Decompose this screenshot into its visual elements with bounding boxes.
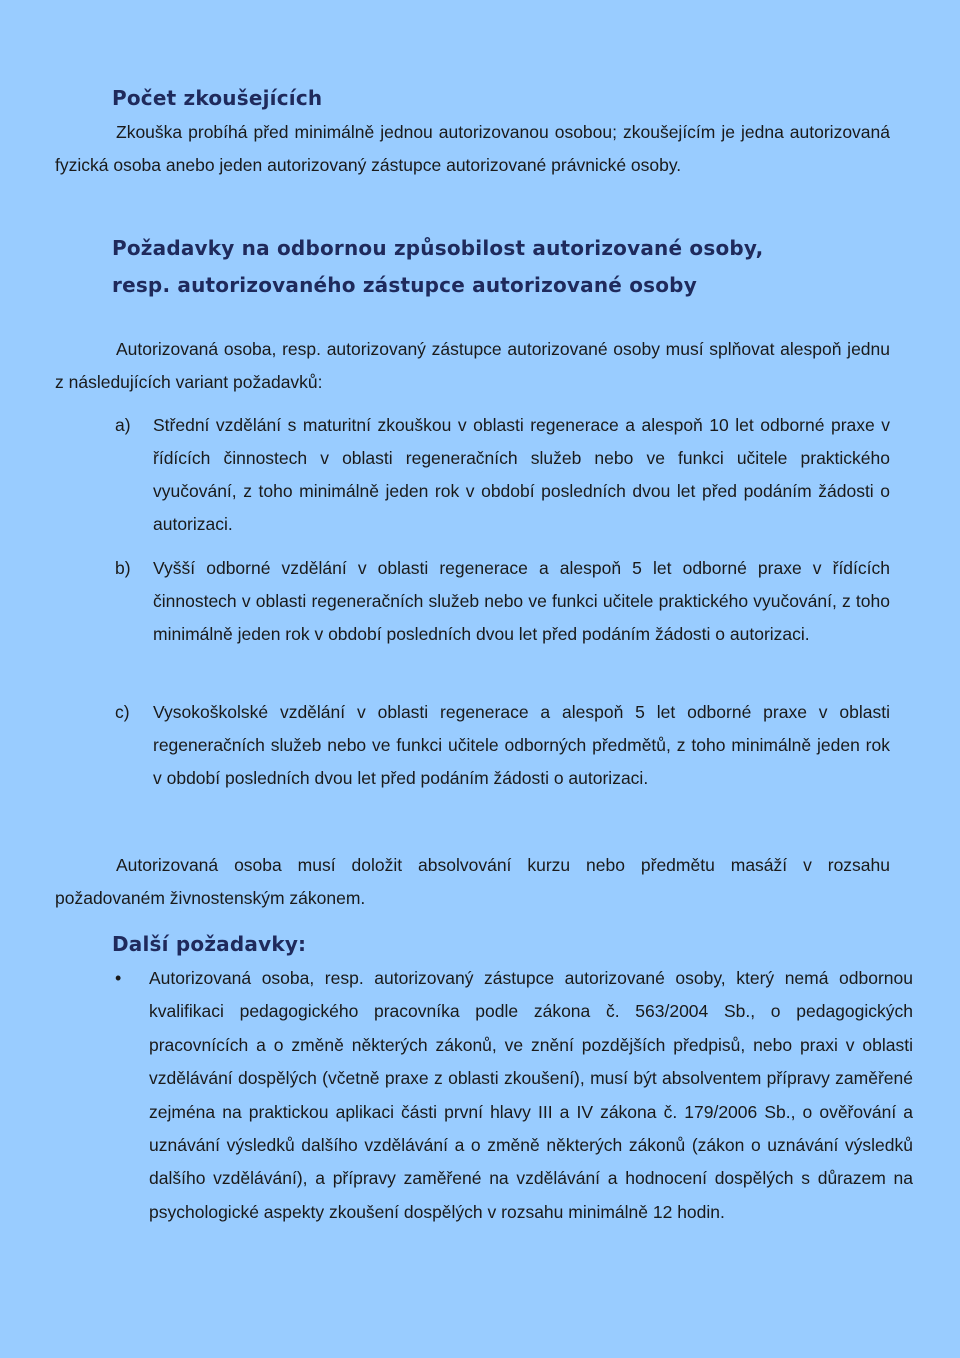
bullet-item	[115, 962, 913, 1229]
list-item-text: Vyšší odborné vzdělání v oblasti regenerace a alespoň 5 let odborné praxe v řídících činnostech v oblasti regeneračních služeb nebo ve funkci učitele praktického vyučování, z toho minimálně jeden rok v období posledních dvou let před podáním žádosti o autorizaci.	[153, 558, 890, 644]
list-item-text: Vysokoškolské vzdělání v oblasti regenerace a alespoň 5 let odborné praxe v oblasti regeneračních služeb nebo ve funkci učitele odborných předmětů, z toho minimálně jeden rok v období posledních dvou let před podáním žádosti o autorizaci.	[153, 702, 890, 788]
qualification-intro-paragraph: Autorizovaná osoba, resp. autorizovaný zástupce autorizované osoby musí splňovat alespoň jednu z následujících variant požadavků:	[55, 339, 890, 392]
bullet-item-text: Autorizovaná osoba, resp. autorizovaný zástupce autorizované osoby, který nemá odbornou kvalifikaci pedagogického pracovníka podle zákona č. 563/2004 Sb., o pedagogických pracovnících a o změně některých zákonů, ve znění pozdějších předpisů, nebo praxi v oblasti vzdělávání dospělých (včetně praxe z oblasti zkoušení), musí být absolventem přípravy zaměřené zejména na praktickou aplikaci části první hlavy III a IV zákona č. 179/2006 Sb., o ověřování a uznávání výsledků dalšího vzdělávání a o změně některých zákonů (zákon o uznávání výsledků dalšího vzdělávání), a přípravy zaměřené na vzdělávání a hodnocení dospělých s důrazem na psychologické aspekty zkoušení dospělých v rozsahu minimálně 12 hodin.	[149, 968, 913, 1222]
list-marker: b)	[115, 558, 131, 578]
requirement-item-b	[115, 552, 890, 651]
section-title-qualification	[112, 230, 763, 304]
requirement-item-a	[115, 409, 890, 541]
requirement-item-c	[115, 696, 890, 795]
qualification-title-line2: resp. autorizovaného zástupce autorizované osoby	[112, 273, 697, 297]
list-item-text: Střední vzdělání s maturitní zkouškou v oblasti regenerace a alespoň 10 let odborné praxe v řídících činnostech v oblasti regeneračních služeb nebo ve funkci učitele praktického vyučování, z toho minimálně jeden rok v období posledních dvou let před podáním žádosti o autorizaci.	[153, 415, 890, 534]
list-marker: a)	[115, 415, 131, 435]
bullet-icon: •	[115, 968, 122, 988]
list-marker: c)	[115, 702, 130, 722]
examiners-paragraph: Zkouška probíhá před minimálně jednou autorizovanou osobou; zkoušejícím je jedna autorizovaná fyzická osoba anebo jeden autorizovaný zástupce autorizované právnické osoby.	[55, 122, 890, 175]
massage-course-paragraph: Autorizovaná osoba musí doložit absolvování kurzu nebo předmětu masáží v rozsahu požadovaném živnostenským zákonem.	[55, 855, 890, 908]
section-title-examiners: Počet zkoušejících	[112, 86, 323, 110]
section-title-other-requirements: Další požadavky:	[112, 932, 307, 956]
qualification-title-line1: Požadavky na odbornou způsobilost autorizované osoby,	[112, 236, 764, 260]
